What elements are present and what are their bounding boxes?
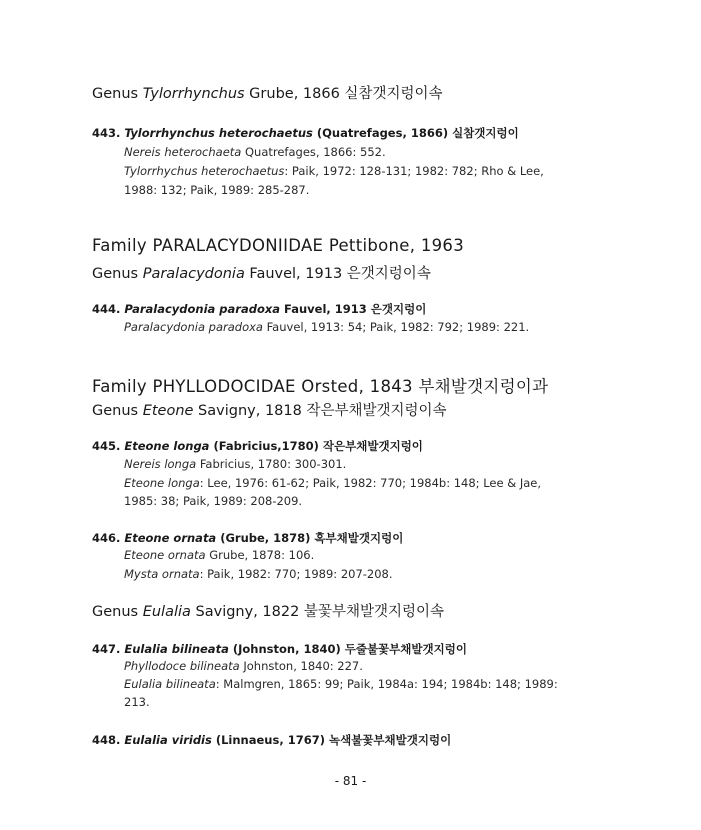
species-447: 447. Eulalia bilineata (Johnston, 1840) 두줄불꽃부채발갯지렁이 <box>92 642 467 656</box>
species-445: 445. Eteone longa (Fabricius,1780) 작은부채발갯지렁이 <box>92 439 423 453</box>
synonym-446-b: Mysta ornata: Paik, 1982: 770; 1989: 207-208. <box>124 567 393 581</box>
synonym-447-b-cont: 213. <box>124 695 150 709</box>
synonym-445-a: Nereis longa Fabricius, 1780: 300-301. <box>124 457 347 471</box>
genus-eteone-heading: Genus Eteone Savigny, 1818 작은부채발갯지렁이속 <box>92 403 447 419</box>
synonym-443-b-cont: 1988: 132; Paik, 1989: 285-287. <box>124 183 310 197</box>
synonym-445-b: Eteone longa: Lee, 1976: 61-62; Paik, 1982: 770; 1984b: 148; Lee & Jae, <box>124 476 542 490</box>
species-448: 448. Eulalia viridis (Linnaeus, 1767) 녹색불꽃부채발갯지렁이 <box>92 733 452 747</box>
synonym-443-a: Nereis heterochaeta Quatrefages, 1866: 552. <box>124 145 386 159</box>
synonym-447-b: Eulalia bilineata: Malmgren, 1865: 99; Paik, 1984a: 194; 1984b: 148; 1989: <box>124 677 558 691</box>
synonym-444-a: Paralacydonia paradoxa Fauvel, 1913: 54; Paik, 1982: 792; 1989: 221. <box>124 320 530 334</box>
family-paralacydoniidae-heading: Family PARALACYDONIIDAE Pettibone, 1963 <box>92 236 465 255</box>
genus-paralacydonia-heading: Genus Paralacydonia Fauvel, 1913 은갯지렁이속 <box>92 266 431 282</box>
species-446: 446. Eteone ornata (Grube, 1878) 혹부채발갯지렁이 <box>92 531 404 545</box>
family-phyllodocidae-heading: Family PHYLLODOCIDAE Orsted, 1843 부채발갯지렁이과 <box>92 377 549 396</box>
synonym-445-b-cont: 1985: 38; Paik, 1989: 208-209. <box>124 494 303 508</box>
synonym-443-b: Tylorrhychus heterochaetus: Paik, 1972: 128-131; 1982: 782; Rho & Lee, <box>124 164 544 178</box>
synonym-447-a: Phyllodoce bilineata Johnston, 1840: 227. <box>124 659 363 673</box>
page-number: - 81 - <box>334 774 367 788</box>
synonym-446-a: Eteone ornata Grube, 1878: 106. <box>124 548 315 562</box>
genus-eulalia-heading: Genus Eulalia Savigny, 1822 불꽃부채발갯지렁이속 <box>92 604 445 620</box>
species-444: 444. Paralacydonia paradoxa Fauvel, 1913 은갯지렁이 <box>92 302 427 316</box>
species-443: 443. Tylorrhynchus heterochaetus (Quatrefages, 1866) 실참갯지렁이 <box>92 126 519 140</box>
genus-tylorrhynchus-heading: Genus Tylorrhynchus Grube, 1866 실참갯지렁이속 <box>92 86 443 102</box>
